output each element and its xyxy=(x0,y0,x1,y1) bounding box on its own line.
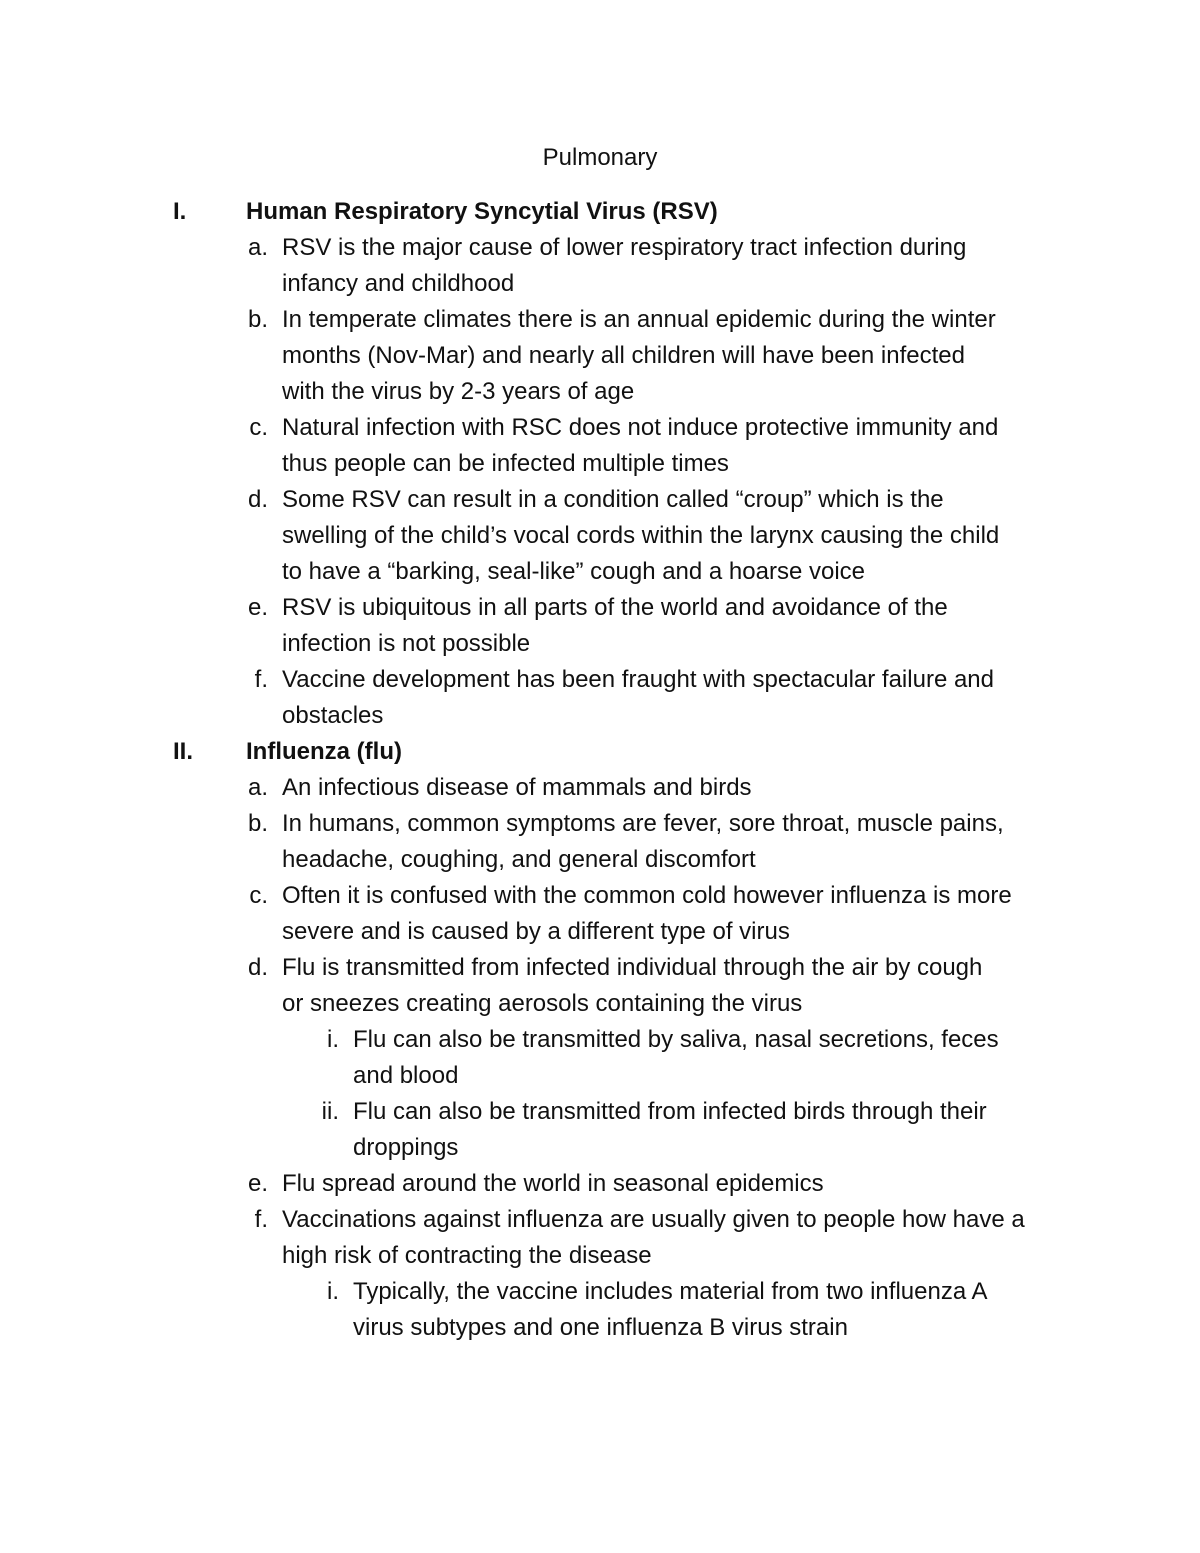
list-item-text: infancy and childhood xyxy=(282,270,515,297)
sub-list-item-line xyxy=(0,1130,1200,1166)
section-marker: II. xyxy=(173,738,194,765)
list-item-text: RSV is ubiquitous in all parts of the world and avoidance of the xyxy=(282,594,948,621)
list-item-text: In temperate climates there is an annual epidemic during the winter xyxy=(282,306,996,333)
section-heading-text: Influenza (flu) xyxy=(246,738,402,765)
list-item-marker: b. xyxy=(247,810,268,837)
list-item-line xyxy=(0,842,1200,878)
list-item-text: or sneezes creating aerosols containing the virus xyxy=(282,990,803,1017)
list-item-text: headache, coughing, and general discomfort xyxy=(282,846,756,873)
list-item-text: to have a “barking, seal-like” cough and a hoarse voice xyxy=(282,558,866,585)
list-item-text: Some RSV can result in a condition called “croup” which is the xyxy=(282,486,944,513)
list-item-line xyxy=(0,518,1200,554)
list-item-marker: a. xyxy=(247,234,268,261)
list-item-marker: b. xyxy=(247,306,268,333)
list-item-line xyxy=(0,770,1200,806)
list-item-line xyxy=(0,230,1200,266)
list-item-marker: e. xyxy=(247,1170,268,1197)
list-item-line xyxy=(0,950,1200,986)
list-item-marker: a. xyxy=(247,774,268,801)
list-item-line xyxy=(0,986,1200,1022)
list-item-text: Vaccine development has been fraught with spectacular failure and xyxy=(282,666,994,693)
outline-list xyxy=(0,194,1200,1346)
list-item-line xyxy=(0,338,1200,374)
list-item-marker: f. xyxy=(254,666,268,693)
list-item-text: Flu spread around the world in seasonal epidemics xyxy=(282,1170,824,1197)
list-item-line xyxy=(0,1238,1200,1274)
list-item-marker: d. xyxy=(247,486,268,513)
list-item-marker: c. xyxy=(249,414,268,441)
list-item-text: obstacles xyxy=(282,702,384,729)
sub-list-item-text: virus subtypes and one influenza B virus strain xyxy=(353,1314,848,1341)
section-heading-text: Human Respiratory Syncytial Virus (RSV) xyxy=(246,198,718,225)
list-item-marker: d. xyxy=(247,954,268,981)
list-item-text: high risk of contracting the disease xyxy=(282,1242,652,1269)
list-item-marker: f. xyxy=(254,1206,268,1233)
list-item-line xyxy=(0,914,1200,950)
list-item-line xyxy=(0,590,1200,626)
list-item-text: months (Nov-Mar) and nearly all children will have been infected xyxy=(282,342,965,369)
sub-list-item-line xyxy=(0,1094,1200,1130)
sub-list-item-marker: i. xyxy=(327,1026,339,1053)
list-item-text: An infectious disease of mammals and birds xyxy=(282,774,752,801)
sub-list-item-marker: i. xyxy=(327,1278,339,1305)
list-item-text: infection is not possible xyxy=(282,630,531,657)
sub-list-item-line xyxy=(0,1274,1200,1310)
list-item-text: In humans, common symptoms are fever, sore throat, muscle pains, xyxy=(282,810,1004,837)
list-item-text: Natural infection with RSC does not induce protective immunity and xyxy=(282,414,999,441)
sub-list-item-text: Flu can also be transmitted by saliva, nasal secretions, feces xyxy=(353,1026,999,1053)
sub-list-item-marker: ii. xyxy=(321,1098,339,1125)
sub-list-item-line xyxy=(0,1022,1200,1058)
list-item-line xyxy=(0,302,1200,338)
list-item-text: severe and is caused by a different type of virus xyxy=(282,918,790,945)
list-item-line xyxy=(0,410,1200,446)
list-item-text: with the virus by 2-3 years of age xyxy=(282,378,635,405)
list-item-line xyxy=(0,626,1200,662)
section-heading xyxy=(0,734,1200,770)
sub-list-item-text: Typically, the vaccine includes material from two influenza A xyxy=(353,1278,988,1305)
list-item-text: Flu is transmitted from infected individual through the air by cough xyxy=(282,954,983,981)
list-item-marker: c. xyxy=(249,882,268,909)
list-item-text: thus people can be infected multiple times xyxy=(282,450,729,477)
sub-list-item-line xyxy=(0,1058,1200,1094)
section-marker: I. xyxy=(173,198,187,225)
list-item-line xyxy=(0,482,1200,518)
list-item-line xyxy=(0,806,1200,842)
list-item-text: Vaccinations against influenza are usually given to people how have a xyxy=(282,1206,1025,1233)
list-item-line xyxy=(0,878,1200,914)
list-item-line xyxy=(0,266,1200,302)
list-item-marker: e. xyxy=(247,594,268,621)
sub-list-item-line xyxy=(0,1310,1200,1346)
sub-list-item-text: Flu can also be transmitted from infected birds through their xyxy=(353,1098,987,1125)
list-item-line xyxy=(0,446,1200,482)
page-title: Pulmonary xyxy=(542,144,658,171)
list-item-line xyxy=(0,698,1200,734)
list-item-text: RSV is the major cause of lower respiratory tract infection during xyxy=(282,234,967,261)
list-item-line xyxy=(0,374,1200,410)
list-item-text: Often it is confused with the common cold however influenza is more xyxy=(282,882,1012,909)
list-item-line xyxy=(0,1166,1200,1202)
sub-list-item-text: and blood xyxy=(353,1062,459,1089)
list-item-text: swelling of the child’s vocal cords within the larynx causing the child xyxy=(282,522,1000,549)
sub-list-item-text: droppings xyxy=(353,1134,459,1161)
section-heading xyxy=(0,194,1200,230)
list-item-line xyxy=(0,662,1200,698)
list-item-line xyxy=(0,554,1200,590)
list-item-line xyxy=(0,1202,1200,1238)
